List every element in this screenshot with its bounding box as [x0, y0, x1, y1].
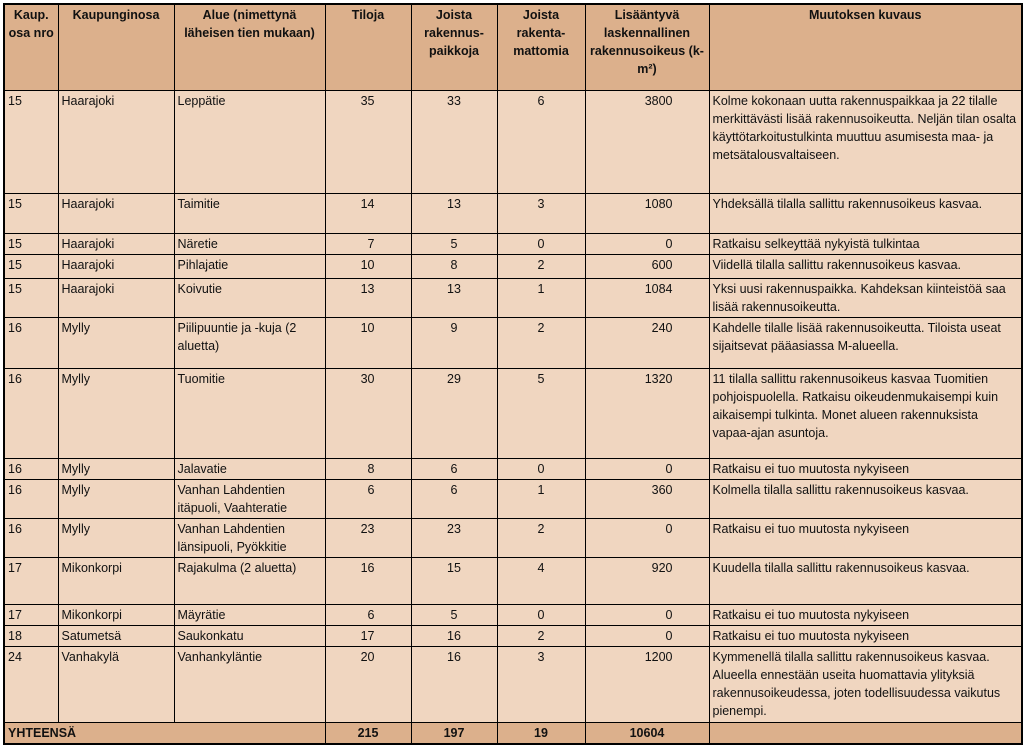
cell-alue: Jalavatie: [174, 458, 325, 479]
cell-kaup-osa-nro: 17: [4, 557, 58, 604]
cell-rakennusoikeus: 1080: [585, 193, 709, 233]
cell-kaup-osa-nro: 15: [4, 278, 58, 317]
table-row: [4, 557, 1022, 604]
cell-kaup-osa-nro: 15: [4, 254, 58, 278]
cell-alue: Vanhankyläntie: [174, 646, 325, 722]
cell-kaupunginosa: Haarajoki: [58, 90, 174, 193]
cell-tiloja: 13: [325, 278, 411, 317]
header-rakennuspaikkoja: Joista rakennus-paikkoja: [411, 4, 497, 90]
cell-tiloja: 17: [325, 625, 411, 646]
header-laskennallinen-rakennusoikeus: Lisääntyvä laskennallinen rakennusoikeus (k-m²): [585, 4, 709, 90]
table-row: [4, 625, 1022, 646]
cell-rakentamattomia: 4: [497, 557, 585, 604]
cell-rakennusoikeus: 0: [585, 604, 709, 625]
table-row: [4, 458, 1022, 479]
cell-rakentamattomia: 1: [497, 479, 585, 518]
cell-muutoksen-kuvaus: Viidellä tilalla sallittu rakennusoikeus kasvaa.: [709, 254, 1022, 278]
cell-rakentamattomia: 0: [497, 458, 585, 479]
cell-rakennuspaikkoja: 6: [411, 479, 497, 518]
cell-rakennusoikeus: 1320: [585, 368, 709, 458]
totals-rakennuspaikkoja: 197: [411, 722, 497, 744]
header-kaup-osa-nro: Kaup. osa nro: [4, 4, 58, 90]
cell-kaupunginosa: Mylly: [58, 458, 174, 479]
cell-muutoksen-kuvaus: Yksi uusi rakennuspaikka. Kahdeksan kiinteistöä saa lisää rakennusoikeutta.: [709, 278, 1022, 317]
cell-alue: Koivutie: [174, 278, 325, 317]
cell-rakennuspaikkoja: 15: [411, 557, 497, 604]
cell-rakennusoikeus: 1084: [585, 278, 709, 317]
cell-kaupunginosa: Satumetsä: [58, 625, 174, 646]
table-row: [4, 278, 1022, 317]
cell-tiloja: 8: [325, 458, 411, 479]
cell-tiloja: 35: [325, 90, 411, 193]
cell-alue: Taimitie: [174, 193, 325, 233]
cell-tiloja: 6: [325, 604, 411, 625]
cell-kaupunginosa: Mikonkorpi: [58, 557, 174, 604]
cell-rakentamattomia: 2: [497, 625, 585, 646]
cell-rakennusoikeus: 0: [585, 625, 709, 646]
table-row: [4, 254, 1022, 278]
cell-kaup-osa-nro: 15: [4, 233, 58, 254]
cell-rakennusoikeus: 0: [585, 518, 709, 557]
cell-kaupunginosa: Mylly: [58, 518, 174, 557]
cell-kaup-osa-nro: 16: [4, 458, 58, 479]
rakennusoikeus-table: [3, 3, 1023, 745]
table-row: [4, 193, 1022, 233]
cell-rakennuspaikkoja: 8: [411, 254, 497, 278]
cell-kaupunginosa: Vanhakylä: [58, 646, 174, 722]
cell-muutoksen-kuvaus: 11 tilalla sallittu rakennusoikeus kasvaa Tuomitien pohjoispuolella. Ratkaisu oikeudenmukaisempi kuin aikaisempi tulkinta. Monet alueen rakennuksista vapaa-ajan asuntoja.: [709, 368, 1022, 458]
cell-rakentamattomia: 3: [497, 646, 585, 722]
cell-tiloja: 30: [325, 368, 411, 458]
cell-rakennusoikeus: 920: [585, 557, 709, 604]
cell-muutoksen-kuvaus: Kolmella tilalla sallittu rakennusoikeus kasvaa.: [709, 479, 1022, 518]
cell-alue: Piilipuuntie ja -kuja (2 aluetta): [174, 317, 325, 368]
cell-rakennuspaikkoja: 29: [411, 368, 497, 458]
header-muutoksen-kuvaus: Muutoksen kuvaus: [709, 4, 1022, 90]
cell-kaupunginosa: Mylly: [58, 368, 174, 458]
cell-rakentamattomia: 6: [497, 90, 585, 193]
cell-tiloja: 6: [325, 479, 411, 518]
cell-alue: Mäyrätie: [174, 604, 325, 625]
cell-rakennusoikeus: 0: [585, 233, 709, 254]
cell-kaup-osa-nro: 17: [4, 604, 58, 625]
cell-rakentamattomia: 2: [497, 518, 585, 557]
cell-muutoksen-kuvaus: Kahdelle tilalle lisää rakennusoikeutta. Tiloista useat sijaitsevat pääasiassa M-alueella.: [709, 317, 1022, 368]
cell-rakennuspaikkoja: 5: [411, 233, 497, 254]
cell-rakennuspaikkoja: 16: [411, 625, 497, 646]
cell-rakentamattomia: 2: [497, 254, 585, 278]
totals-label: YHTEENSÄ: [4, 722, 325, 744]
header-row: [4, 4, 1022, 90]
cell-muutoksen-kuvaus: Ratkaisu ei tuo muutosta nykyiseen: [709, 518, 1022, 557]
cell-rakentamattomia: 0: [497, 604, 585, 625]
cell-kaup-osa-nro: 18: [4, 625, 58, 646]
table-row: [4, 90, 1022, 193]
cell-rakennusoikeus: 0: [585, 458, 709, 479]
cell-muutoksen-kuvaus: Ratkaisu ei tuo muutosta nykyiseen: [709, 604, 1022, 625]
cell-kaupunginosa: Haarajoki: [58, 278, 174, 317]
cell-tiloja: 14: [325, 193, 411, 233]
cell-rakennuspaikkoja: 33: [411, 90, 497, 193]
header-tiloja: Tiloja: [325, 4, 411, 90]
cell-tiloja: 10: [325, 254, 411, 278]
cell-rakennuspaikkoja: 13: [411, 278, 497, 317]
table-row: [4, 604, 1022, 625]
cell-rakennuspaikkoja: 16: [411, 646, 497, 722]
cell-muutoksen-kuvaus: Kuudella tilalla sallittu rakennusoikeus kasvaa.: [709, 557, 1022, 604]
cell-alue: Vanhan Lahdentien länsipuoli, Pyökkitie: [174, 518, 325, 557]
cell-muutoksen-kuvaus: Ratkaisu selkeyttää nykyistä tulkintaa: [709, 233, 1022, 254]
header-kaupunginosa: Kaupunginosa: [58, 4, 174, 90]
cell-alue: Vanhan Lahdentien itäpuoli, Vaahteratie: [174, 479, 325, 518]
cell-alue: Rajakulma (2 aluetta): [174, 557, 325, 604]
cell-tiloja: 7: [325, 233, 411, 254]
cell-kaup-osa-nro: 16: [4, 368, 58, 458]
cell-rakennusoikeus: 600: [585, 254, 709, 278]
cell-muutoksen-kuvaus: Ratkaisu ei tuo muutosta nykyiseen: [709, 625, 1022, 646]
cell-rakennuspaikkoja: 5: [411, 604, 497, 625]
cell-tiloja: 23: [325, 518, 411, 557]
cell-alue: Tuomitie: [174, 368, 325, 458]
cell-rakentamattomia: 3: [497, 193, 585, 233]
table-row: [4, 317, 1022, 368]
cell-rakennuspaikkoja: 23: [411, 518, 497, 557]
totals-kuvaus: [709, 722, 1022, 744]
totals-rakennusoikeus: 10604: [585, 722, 709, 744]
cell-rakennusoikeus: 360: [585, 479, 709, 518]
cell-kaupunginosa: Haarajoki: [58, 233, 174, 254]
cell-rakentamattomia: 0: [497, 233, 585, 254]
cell-rakennuspaikkoja: 9: [411, 317, 497, 368]
cell-kaup-osa-nro: 16: [4, 479, 58, 518]
cell-alue: Saukonkatu: [174, 625, 325, 646]
cell-kaupunginosa: Haarajoki: [58, 254, 174, 278]
header-rakentamattomia: Joista rakenta-mattomia: [497, 4, 585, 90]
cell-rakentamattomia: 2: [497, 317, 585, 368]
cell-tiloja: 10: [325, 317, 411, 368]
cell-rakentamattomia: 1: [497, 278, 585, 317]
table-row: [4, 479, 1022, 518]
cell-muutoksen-kuvaus: Kymmenellä tilalla sallittu rakennusoikeus kasvaa. Alueella ennestään useita huomattavia ylityksiä rakennusoikeudessa, joten todellisuudessa vaikutus pienempi.: [709, 646, 1022, 722]
cell-kaup-osa-nro: 15: [4, 193, 58, 233]
cell-rakennusoikeus: 240: [585, 317, 709, 368]
cell-muutoksen-kuvaus: Ratkaisu ei tuo muutosta nykyiseen: [709, 458, 1022, 479]
cell-kaup-osa-nro: 16: [4, 317, 58, 368]
cell-rakentamattomia: 5: [497, 368, 585, 458]
header-alue: Alue (nimettynä läheisen tien mukaan): [174, 4, 325, 90]
cell-rakennuspaikkoja: 13: [411, 193, 497, 233]
table-row: [4, 233, 1022, 254]
cell-alue: Pihlajatie: [174, 254, 325, 278]
cell-kaupunginosa: Mylly: [58, 479, 174, 518]
cell-alue: Näretie: [174, 233, 325, 254]
totals-rakentamattomia: 19: [497, 722, 585, 744]
cell-rakennusoikeus: 1200: [585, 646, 709, 722]
table-row: [4, 368, 1022, 458]
cell-tiloja: 16: [325, 557, 411, 604]
totals-row: [4, 722, 1022, 744]
table-row: [4, 646, 1022, 722]
cell-muutoksen-kuvaus: Yhdeksällä tilalla sallittu rakennusoikeus kasvaa.: [709, 193, 1022, 233]
totals-tiloja: 215: [325, 722, 411, 744]
cell-kaup-osa-nro: 15: [4, 90, 58, 193]
cell-alue: Leppätie: [174, 90, 325, 193]
cell-kaupunginosa: Haarajoki: [58, 193, 174, 233]
cell-rakennuspaikkoja: 6: [411, 458, 497, 479]
cell-kaup-osa-nro: 16: [4, 518, 58, 557]
cell-kaup-osa-nro: 24: [4, 646, 58, 722]
cell-rakennusoikeus: 3800: [585, 90, 709, 193]
table-row: [4, 518, 1022, 557]
cell-kaupunginosa: Mylly: [58, 317, 174, 368]
cell-tiloja: 20: [325, 646, 411, 722]
cell-kaupunginosa: Mikonkorpi: [58, 604, 174, 625]
cell-muutoksen-kuvaus: Kolme kokonaan uutta rakennuspaikkaa ja 22 tilalle merkittävästi lisää rakennusoikeutta. Neljän tilan osalta käyttötarkoitustulkinta muuttuu asumisesta maa- ja metsätalousvaltaiseen.: [709, 90, 1022, 193]
